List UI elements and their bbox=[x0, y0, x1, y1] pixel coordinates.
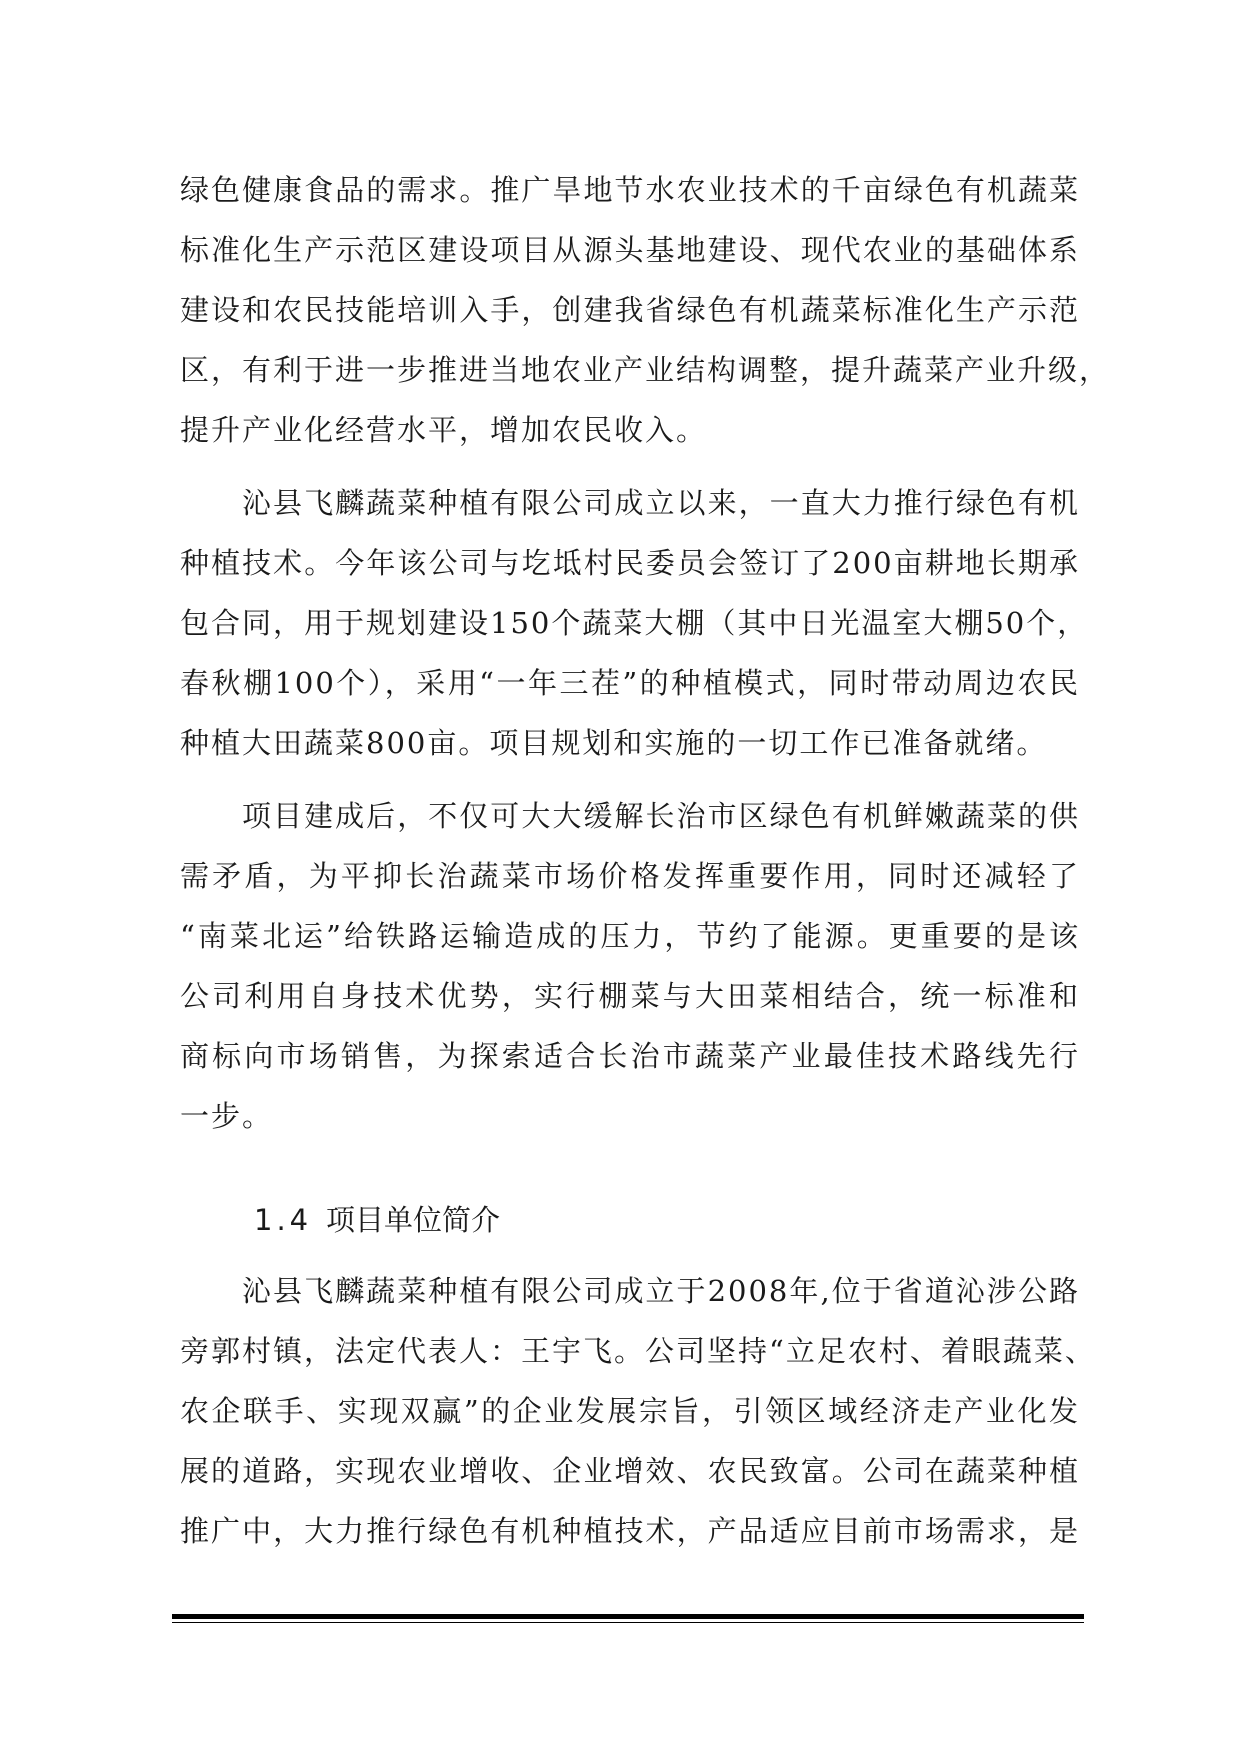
paragraph-4-line-5: 推广中，大力推行绿色有机种植技术，产品适应目前市场需求，是 bbox=[180, 1514, 1080, 1548]
paragraph-3-line-5: 商标向市场销售，为探索适合长治市蔬菜产业最佳技术路线先行 bbox=[180, 1039, 1080, 1073]
section-title: 项目单位简介 bbox=[326, 1203, 501, 1237]
footer-rule-thick bbox=[172, 1614, 1084, 1619]
paragraph-2-line-1: 沁县飞麟蔬菜种植有限公司成立以来，一直大力推行绿色有机 bbox=[242, 486, 1080, 520]
paragraph-3-line-3: “南菜北运”给铁路运输造成的压力，节约了能源。更重要的是该 bbox=[180, 919, 1080, 953]
section-heading bbox=[254, 1200, 500, 1240]
paragraph-3-line-4: 公司利用自身技术优势，实行棚菜与大田菜相结合，统一标准和 bbox=[180, 979, 1080, 1013]
paragraph-2-line-4: 春秋棚100个），采用“一年三茬”的种植模式，同时带动周边农民 bbox=[180, 666, 1080, 700]
section-number: 1.4 bbox=[254, 1203, 313, 1237]
paragraph-4-line-1: 沁县飞麟蔬菜种植有限公司成立于2008年,位于省道沁涉公路 bbox=[242, 1274, 1080, 1308]
paragraph-4-line-2: 旁郭村镇，法定代表人：王宇飞。公司坚持“立足农村、着眼蔬菜、 bbox=[180, 1334, 1096, 1368]
paragraph-1-line-3: 建设和农民技能培训入手，创建我省绿色有机蔬菜标准化生产示范 bbox=[180, 293, 1080, 327]
footer-rule-thin bbox=[172, 1622, 1084, 1623]
paragraph-2-line-3: 包合同，用于规划建设150个蔬菜大棚（其中日光温室大棚50个， bbox=[180, 606, 1089, 640]
paragraph-1-line-1: 绿色健康食品的需求。推广旱地节水农业技术的千亩绿色有机蔬菜 bbox=[180, 173, 1080, 207]
paragraph-3-line-2: 需矛盾，为平抑长治蔬菜市场价格发挥重要作用，同时还减轻了 bbox=[180, 859, 1080, 893]
paragraph-3-line-1: 项目建成后，不仅可大大缓解长治市区绿色有机鲜嫩蔬菜的供 bbox=[242, 799, 1080, 833]
paragraph-1-line-4: 区，有利于进一步推进当地农业产业结构调整，提升蔬菜产业升级， bbox=[180, 353, 1111, 387]
paragraph-1-line-5: 提升产业化经营水平，增加农民收入。 bbox=[180, 413, 708, 447]
paragraph-3-line-6: 一步。 bbox=[180, 1099, 274, 1133]
paragraph-1-line-2: 标准化生产示范区建设项目从源头基地建设、现代农业的基础体系 bbox=[180, 233, 1080, 267]
paragraph-4-line-3: 农企联手、实现双赢”的企业发展宗旨，引领区域经济走产业化发 bbox=[180, 1394, 1080, 1428]
paragraph-4-line-4: 展的道路，实现农业增收、企业增效、农民致富。公司在蔬菜种植 bbox=[180, 1454, 1080, 1488]
paragraph-2-line-2: 种植技术。今年该公司与圪坻村民委员会签订了200亩耕地长期承 bbox=[180, 546, 1080, 580]
paragraph-2-line-5: 种植大田蔬菜800亩。项目规划和实施的一切工作已准备就绪。 bbox=[180, 726, 1048, 760]
